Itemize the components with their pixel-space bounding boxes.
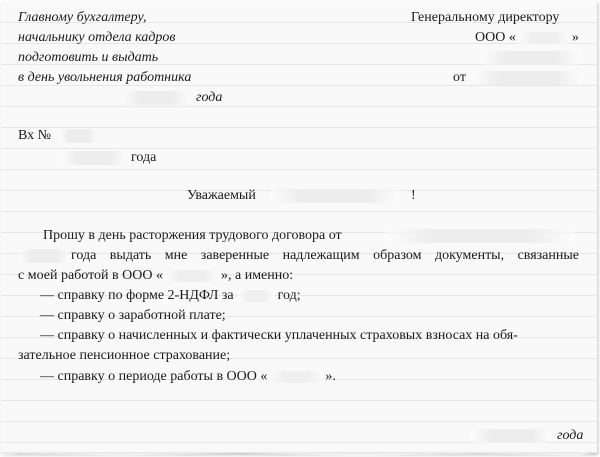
- resolution-line-3: подготовить и выдать: [18, 50, 159, 65]
- redacted-company-name-2: [163, 270, 221, 282]
- redacted-contract-date: [385, 229, 575, 243]
- body-line-1: Прошу в день расторжения трудового договора от: [43, 228, 342, 243]
- incoming-year-label: года: [131, 150, 157, 165]
- document-item-2ndfl: — справку по форме 2-НДФЛ за год;: [40, 288, 301, 303]
- resolution-line-2: начальнику отдела кадров: [18, 30, 176, 45]
- redacted-incoming-number: [59, 129, 99, 143]
- redacted-date-field: [121, 91, 191, 105]
- addressee-company: ООО « »: [475, 30, 579, 45]
- redacted-company-name: [516, 32, 572, 44]
- addressee-title: Генеральному директору: [411, 10, 560, 25]
- document-item-insurance-line-1: — справку о начисленных и фактически уплаченных страховых взносах на обя-: [40, 328, 518, 343]
- salutation: Уважаемый: [187, 188, 256, 203]
- document-item-insurance-line-2: зательное пенсионное страхование;: [18, 348, 231, 363]
- salutation-exclamation: !: [411, 188, 416, 203]
- document-item-salary: — справку о заработной плате;: [40, 308, 226, 323]
- application-sheet: [1, 1, 597, 453]
- redacted-director-name-salutation: [269, 189, 399, 203]
- redacted-signature-date: [471, 429, 551, 443]
- body-line-3: с моей работой в ООО « », а именно:: [18, 268, 294, 283]
- resolution-year-label: года: [196, 90, 223, 105]
- redacted-director-name: [481, 51, 581, 65]
- redacted-tax-year: [238, 290, 274, 302]
- resolution-line-1: Главному бухгалтеру,: [18, 10, 147, 25]
- body-line-2: года выдать мне заверенные надлежащим образом документы, связанные: [71, 248, 579, 263]
- redacted-company-name-3: [267, 371, 325, 383]
- footer-year-label: года: [557, 428, 584, 443]
- redacted-employee-name: [471, 71, 583, 85]
- redacted-dismissal-year: [19, 249, 69, 263]
- incoming-number-label: Вх №: [18, 128, 52, 143]
- document-item-work-period: — справку о периоде работы в ООО « ».: [40, 369, 336, 384]
- redacted-incoming-date: [61, 151, 127, 165]
- from-label: от: [453, 70, 466, 85]
- resolution-line-4: в день увольнения работника: [18, 70, 192, 85]
